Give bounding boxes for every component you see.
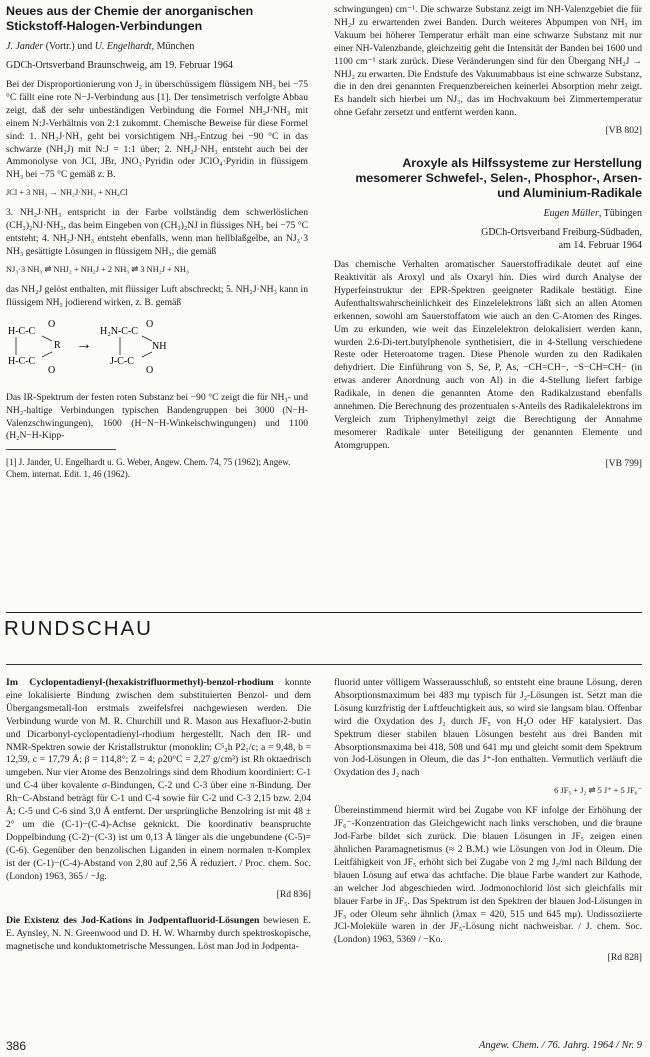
rund2-entry bbox=[6, 915, 311, 954]
author-mueller: Eugen Müller bbox=[543, 208, 599, 220]
author-jander: J. Jander bbox=[6, 41, 44, 52]
struct-right-nh: NH bbox=[152, 340, 167, 352]
struct-right-o1: O bbox=[146, 318, 154, 330]
rund2-title: Die Existenz des Jod-Kations in Jodpentafluorid-Lösungen bbox=[6, 915, 260, 927]
article1-ref: [VB 802] bbox=[605, 125, 642, 137]
rund2-continuation1: fluorid unter völligem Wasserausschluß, so entsteht eine braune Lösung, deren Absorptionsmaximum bei 483 mμ typisch für J₂-Lösungen ist. Setzt man die Lösung kurzfristig der Luftfeuchtigkeit aus, so wird sie langsam blau. Offenbar wird die Oxydation des J₂ durch JF₅ von H₂O oder HF katalysiert. Das Spektrum dieser stabilen blauen Lösungen besteht aus drei Banden mit Absorptionsmaxima bei 418, 508 und 641 mμ und gleicht somit dem Spektrum von Jod-Lösungen in Oleum, die das J⁺-Ion enthalten. Vermutlich verläuft die Oxydation des J₂ nach bbox=[334, 677, 642, 779]
struct-right-ring1 bbox=[142, 336, 152, 341]
struct-right-ring2 bbox=[142, 352, 152, 357]
rund2-equation: 6 JF₅ + J₂ ⇌ 5 J⁺ + 5 JF₆⁻ bbox=[554, 786, 642, 796]
struct-right-top: H₂N-C-C bbox=[100, 325, 138, 337]
section-divider bbox=[6, 612, 642, 613]
rund2-continuation2: Übereinstimmend hiermit wird bei Zugabe von KF infolge der Erhöhung der JF₆⁻-Konzentration das Gleichgewicht nach links verschoben, und die braune Jod-Farbe bildet sich zurück. Die blauen Lösungen in JF₅ zeigen einen ähnlichen Paramagnetismus (≈ 2 B.M.) wie Lösungen von Jod in Oleum. Die Leitfähigkeit von JF₅ erhöht sich bei Zugabe von 2 mg J₂/ml nach Bildung der blauen Lösung auf etwa das achtfache. Die blaue Farbe wandert zur Kathode, an welcher Jod abgeschieden wird. Jodmonochlorid löst sich gleichfalls mit blauer Farbe in JF₅. Das Spektrum ist den Spektren der blauen Jod-Lösungen in JF₅ oder Oleum sehr ähnlich (λmax = 420, 515 und 645 mμ). Undissoziierte JCl-Moleküle waren in der JF₅-Lösung nicht nachweisbar. / J. chem. Soc. (London) 1963, 5369 / −Ko. bbox=[334, 805, 642, 946]
article1-authors bbox=[6, 40, 308, 53]
section-underline bbox=[6, 664, 642, 665]
struct-left-o2: O bbox=[48, 364, 56, 376]
article2-venue bbox=[334, 226, 642, 252]
rundschau-right-column bbox=[334, 677, 642, 965]
rund1-entry bbox=[6, 677, 311, 884]
rund1-ref: [Rd 836] bbox=[276, 888, 311, 900]
struct-arrow: → bbox=[76, 335, 92, 353]
struct-right-o2: O bbox=[146, 364, 154, 376]
article1-equation1: JCl + 3 NH₃ → NH₂J·NH₃ + NH₄Cl bbox=[6, 188, 128, 198]
article1-para4: Das IR-Spektrum der festen roten Substanz bei −90 °C zeigt die für NH₃- und NH₂-haltige Verbindungen typischen Bandengruppen bei 3000 (N−H-Valenzschwingungen), 1600 (H−N−H-Winkelschwingungen) und 1100 (H₂N−H-Kipp- bbox=[6, 391, 308, 442]
struct-left-ring2 bbox=[42, 352, 52, 357]
article2-author bbox=[334, 207, 642, 220]
struct-left-top: H-C-C bbox=[8, 325, 36, 337]
struct-left-bot: H-C-C bbox=[8, 355, 36, 367]
article1-footnote: [1] J. Jander, U. Engelhardt u. G. Weber, Angew. Chem. 74, 75 (1962); Angew. Chem. internat. Edit. 1, 46 (1962). bbox=[6, 457, 291, 480]
article1-title: Neues aus der Chemie der anorganischen Stickstoff-Halogen-Verbindungen bbox=[6, 4, 254, 33]
footnote-rule bbox=[6, 449, 116, 450]
article2-ref: [VB 799] bbox=[605, 457, 642, 469]
journal-citation: Angew. Chem. / 76. Jahrg. 1964 / Nr. 9 bbox=[478, 1040, 642, 1051]
article1-equation2: NJ₃·3 NH₃ ⇌ NHJ₂ + NH₂J + 2 NH₃ ⇌ 3 NH₂J + NH₃ bbox=[6, 264, 189, 274]
author-place-2: , Tübingen bbox=[598, 208, 642, 220]
article2-venue-line1: GDCh-Ortsverband Freiburg-Südbaden, bbox=[481, 227, 642, 239]
reaction-structure bbox=[6, 319, 206, 381]
section-heading: RUNDSCHAU bbox=[4, 617, 153, 640]
struct-left-o1: O bbox=[48, 318, 56, 330]
rundschau-left-column bbox=[6, 677, 311, 959]
right-column-top bbox=[334, 4, 642, 471]
page-number: 386 bbox=[6, 1039, 27, 1053]
author-engelhardt: U. Engelhardt bbox=[94, 41, 152, 52]
article2-venue-line2: am 14. Februar 1964 bbox=[558, 240, 642, 252]
author-connector: (Vortr.) und bbox=[43, 41, 95, 52]
article1-continuation: schwingungen) cm⁻¹. Die schwarze Substanz zeigt im NH-Valenzgebiet die für NH₂J zu erwartenden zwei Banden. Durch weiteres Abpumpen von NH₃ im Vakuum bei höherer Temperatur erhält man eine schwarze Substanz mit nur einer NH-Valenzbande, gleichzeitig geht die Intensität der Banden bei 1600 und 1100 cm⁻¹ stark zurück. Diese Veränderungen sind für den Übergang NH₂J → NHJ₂ zu erwarten. Die Endstufe des Vakuumabbaus ist eine schwarze Substanz, die in den drei genannten Frequenzbereichen keinerlei Absorption mehr zeigt. Es handelt sich hierbei um NJ₃, das im Hochvakuum bei Zimmertemperatur ohne Gefahr zersetzt und entfernt werden kann. bbox=[334, 4, 642, 119]
rund1-text: konnte eine lokalisierte Bindung zwischen dem substituierten Benzol- und dem Übergangsmetall-Ion erstmals zweifelsfrei nachgewiesen werden. Die Verbindung wurde von M. R. Churchill und R. Mason aus Hexafluor-2-butin und Dicarbonyl-cyclopentadienyl-rhodium hergestellt. Nach den IR- und NMR-Spektren sowie der Kristallstruktur (monoklin; C⁵₂h P2₁/c; a = 9,48, b = 12,59, c = 17,79 Å; β = 114,8°; Z = 4; ρ20°C = 2,27 g/cm³) ist Rh oktaedrisch umgeben. Nur vier Atome des Benzolrings sind dem Rhodium koordiniert: C-1 und C-4 über kovalente σ-Bindungen, C-2 und C-3 über eine π-Bindung. Der Rh−C-Abstand beträgt für C-1 und C-4 sowie für C-2 und C-3 2,15 bzw. 2,04 Å; C-5 und C-6 sind 3,0 Å entfernt. Der ursprüngliche Benzolring ist mit 48 ± 2° um die (C-1)−(C-4)-Achse geknickt. Die koordinativ beanspruchte Doppelbindung (C-2)−(C-3) ist um 0,13 Å länger als die ungebundene (C-5)=(C-6). Gegenüber den benzolischen Liganden in einem normalen π-Komplex ist der (C-1)−(C-4)-Abstand von 2,80 auf 2,56 Å reduziert. / Proc. chem. Soc. (London) 1963, 365 / −Jg. bbox=[6, 677, 311, 882]
article2-para1: Das chemische Verhalten aromatischer Sauerstoffradikale deutet auf eine Reaktivität als Aroxyl und als Oxaryl hin. Dies wird durch Analyse der Hyperfeinstruktur der EPR-Spektren geeigneter Radikale bestätigt. Eine Aufenthaltswahrscheinlichkeit des Einzelelektrons läßt sich an allen Atomen erkennen, sowohl am Sauerstoffatom wie auch an den C-Atomen des Ringes. Um zu erkunden, wie weit das Einzelelektron delokalisiert werden kann, wurden 2.6-Di-tert.butylphenole synthetisiert, die in 4-Stellung verschiedene Reste oder Heteroatome tragen. Diese Phenole wurden zu den Radikalen dehydriert. Die Einführung von S, Se, P, As, −CH=CH−, −S−CH=CH− (in etwas anderer Anordnung auch von Al) in die 4-Stellung liefert farbige Radikale, in denen die genannten Atome den Radikalzustand ebenfalls annehmen. Die Berechnung des prozentualen s-Anteils des Radikalelektrons im Vergleich zum Triphenylmethyl zeigt die Berechtigung der Annahme mesomerer Radikale unter Beteiligung der genannten Elemente und Atomgruppen. bbox=[334, 259, 642, 451]
rund2-ref: [Rd 828] bbox=[607, 952, 642, 964]
rund1-title: Im Cyclopentadienyl-(hexakistrifluormethyl)-benzol-rhodium bbox=[6, 677, 274, 688]
article2-title: Aroxyle als Hilfssysteme zur Herstellung mesomerer Schwefel-, Selen-, Phosphor-, Arsen- und Aluminium-Radikale bbox=[355, 156, 642, 201]
article1-column bbox=[6, 4, 308, 480]
author-place: , München bbox=[151, 41, 195, 52]
struct-left-ring1 bbox=[42, 336, 52, 341]
struct-right-bot: J-C-C bbox=[110, 355, 134, 367]
article1-para1: Bei der Disproportionierung von J₂ in überschüssigem flüssigem NH₃ bei −75 °C fällt eine rote N−J-Verbindung aus [1]. Der tensimetrisch verfolgte Abbau zeigt, daß der sehr unbeständigen Verbindung die Formel NH₂J·NH₃ mit einem N:J-Verhältnis von 2:1 zukommt. Chemische Beweise für diese Formel sind: 1. NH₂J·NH₃ geht bei vorsichtigem NH₃-Entzug bei −90 °C in das schwarze (NH₂J) mit N:J = 1:1 über; 2. NH₂J·NH₃ entsteht auch bei der Ammonolyse von JCl, JBr, JNO₃·Pyridin oder JClO₄·Pyridin in flüssigem NH₃ bei −75 °C gemäß z. B. bbox=[6, 79, 308, 181]
article1-para2: 3. NH₂J·NH₃ entspricht in der Farbe vollständig dem schwerlöslichen (CH₃)₂NJ·NH₃, das beim Eingeben von (CH₃)₂NJ in flüssiges NH₃ bei −75 °C entsteht; 4. NH₂J·NH₃ entsteht ebenfalls, wenn man hellblaßgelbe, an NJ₃·3 NH₃ gesättigte Lösungen in flüssigem NH₃, die gemäß bbox=[6, 207, 308, 257]
article1-venue: GDCh-Ortsverband Braunschweig, am 19. Februar 1964 bbox=[6, 60, 233, 71]
struct-left-r: R bbox=[54, 339, 61, 351]
article1-para3: das NH₂J gelöst enthalten, mit flüssiger Luft abschreckt; 5. NH₂J·NH₃ kann in flüssigem NH₃ jodierend wirken, z. B. gemäß bbox=[6, 283, 308, 308]
rund2-text: bewiesen E. E. Aynsley, N. N. Greenwood und D. H. W. Wharmby durch spektroskopische, magnetische und konduktometrische Messungen. Löst man Jod in Jodpenta- bbox=[6, 915, 311, 953]
